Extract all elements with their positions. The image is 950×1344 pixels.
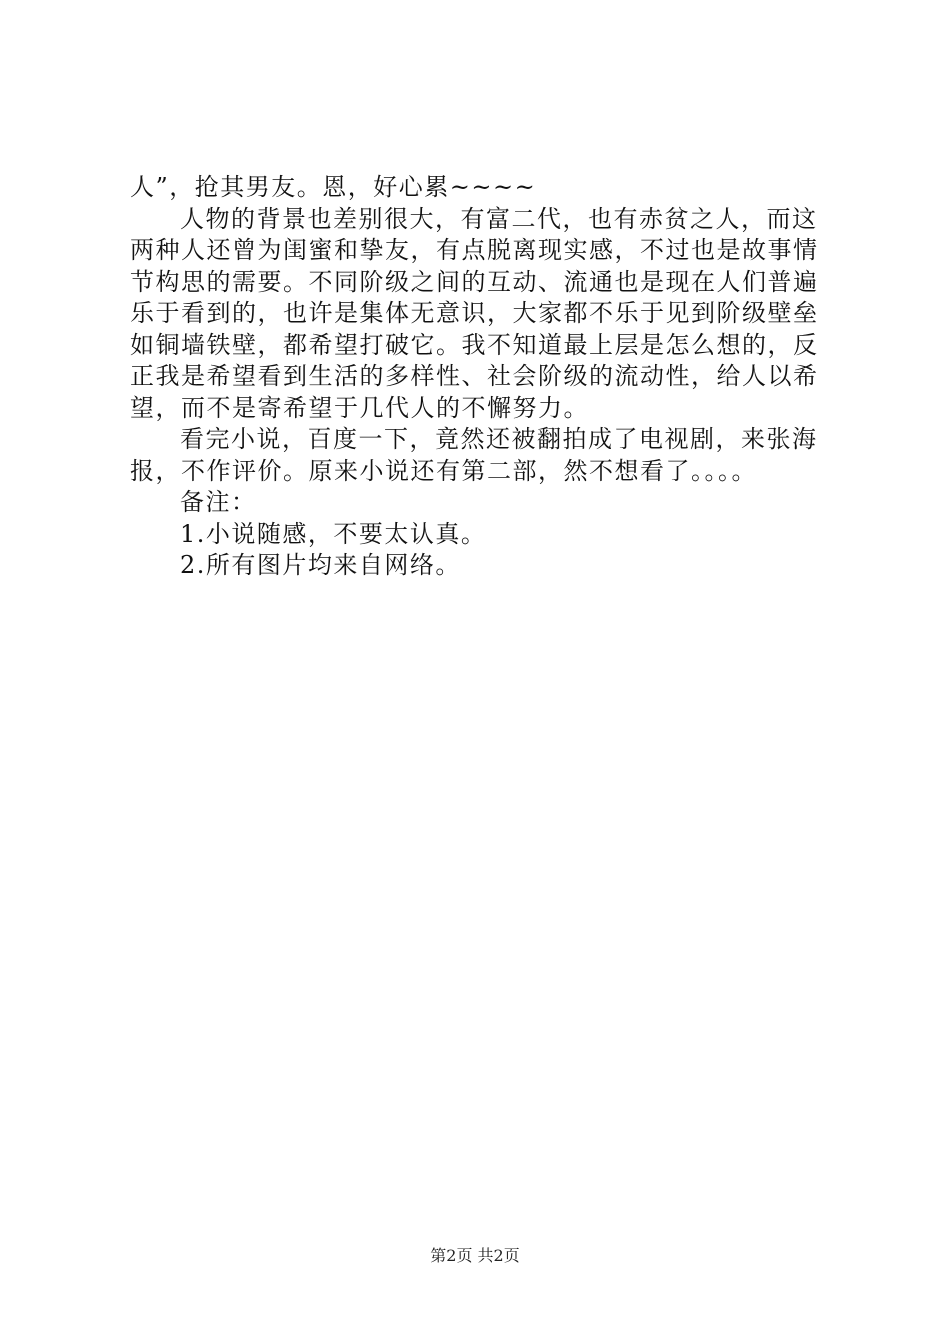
note-item: 1.小说随感，不要太认真。 — [180, 519, 487, 548]
text-line: 正我是希望看到生活的多样性、社会阶级的流动性，给人以希 — [130, 362, 819, 390]
text-line: 人物的背景也差别很大，有富二代，也有赤贫之人，而这 — [180, 204, 818, 233]
text-line: 看完小说，百度一下，竟然还被翻拍成了电视剧，来张海 — [180, 425, 818, 453]
text-line: 报，不作评价。原来小说还有第二部，然不想看了。。。。 — [130, 456, 757, 485]
page-footer: 第2页 共2页 — [430, 1246, 520, 1265]
note-heading: 备注： — [180, 488, 257, 516]
document-body — [130, 172, 830, 582]
text-line: 节构思的需要。不同阶级之间的互动、流通也是现在人们普遍 — [130, 267, 819, 296]
text-line: 人”，抢其男友。恩，好心累~~~~ — [130, 173, 537, 201]
note-item: 2.所有图片均来自网络。 — [180, 551, 461, 579]
text-line: 如铜墙铁壁，都希望打破它。我不知道最上层是怎么想的，反 — [130, 330, 819, 359]
text-line: 两种人还曾为闺蜜和挚友，有点脱离现实感，不过也是故事情 — [130, 236, 819, 264]
text-line: 乐于看到的，也许是集体无意识，大家都不乐于见到阶级壁垒 — [130, 299, 819, 327]
text-line: 望，而不是寄希望于几代人的不懈努力。 — [130, 393, 589, 422]
